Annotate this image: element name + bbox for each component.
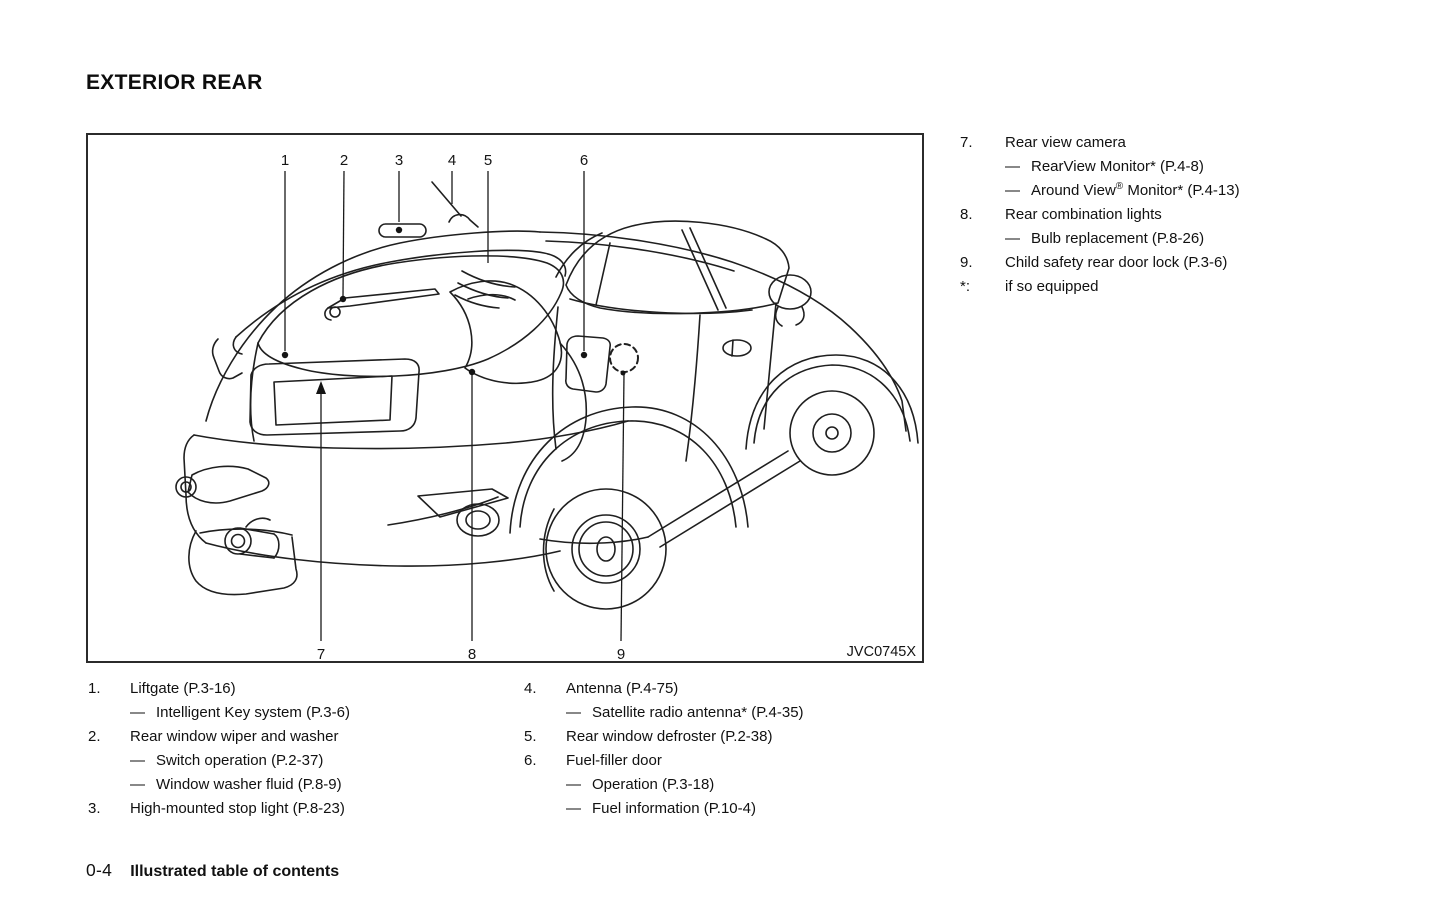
- list-subitem: [88, 749, 508, 773]
- footer-page-number: 0-4: [86, 860, 113, 880]
- item-text: Antenna (P.4-75): [566, 680, 679, 697]
- callout-labels: [281, 152, 625, 661]
- item-text: Rear view camera: [1005, 134, 1126, 151]
- callout-label-1: 1: [280, 152, 290, 169]
- page-title: EXTERIOR REAR: [86, 71, 263, 94]
- item-text: Bulb replacement (P.8-26): [1031, 230, 1205, 247]
- list-item: [960, 131, 1390, 155]
- item-number: 6.: [524, 752, 537, 769]
- item-text: Fuel-filler door: [566, 752, 662, 769]
- rocker-panel: [540, 451, 800, 547]
- item-number: 8.: [960, 206, 973, 223]
- callout-7-arrowhead: [316, 381, 326, 394]
- rear-wiper: [325, 289, 439, 320]
- legend-column-middle: [524, 677, 944, 821]
- roof-antenna: [432, 182, 478, 227]
- item-text: Switch operation (P.2-37): [156, 752, 324, 769]
- item-dash: —: [1005, 230, 1020, 247]
- item-text: Operation (P.3-18): [592, 776, 715, 793]
- rear-wheel: [510, 407, 748, 609]
- figure-frame: [86, 133, 924, 663]
- list-item: [960, 203, 1390, 227]
- item-text: Window washer fluid (P.8-9): [156, 776, 342, 793]
- child-safety-lock-dashed-circle: [610, 344, 638, 372]
- item-dash: —: [130, 704, 145, 721]
- fuel-filler-door: [566, 336, 610, 392]
- callout-label-6: 6: [579, 152, 589, 169]
- item-text: Rear combination lights: [1005, 206, 1162, 223]
- exhaust-pipe: [225, 518, 279, 558]
- list-item: [524, 749, 944, 773]
- item-dash: —: [566, 776, 581, 793]
- list-item: [88, 725, 508, 749]
- callout-label-8: 8: [467, 646, 477, 661]
- parts-list-right: [960, 131, 1390, 299]
- page-footer: [86, 860, 339, 881]
- list-subitem: [960, 155, 1390, 179]
- liftgate-and-license-recess: [250, 343, 419, 441]
- rear-window: [258, 256, 563, 377]
- item-text: Around View® Monitor* (P.4-13): [1031, 181, 1240, 199]
- item-text: Fuel information (P.10-4): [592, 800, 756, 817]
- item-text: Liftgate (P.3-16): [130, 680, 236, 697]
- item-text: Satellite radio antenna* (P.4-35): [592, 704, 804, 721]
- callout-label-3: 3: [394, 152, 404, 169]
- exterior-rear-car-illustration: [88, 135, 922, 661]
- item-dash: —: [1005, 182, 1020, 199]
- callout-label-2: 2: [339, 152, 349, 169]
- list-item: [960, 251, 1390, 275]
- item-number: *:: [960, 278, 971, 295]
- item-dash: —: [130, 752, 145, 769]
- high-mounted-stop-light: [379, 224, 426, 237]
- item-dash: —: [130, 776, 145, 793]
- item-text: Rear window defroster (P.2-38): [566, 728, 773, 745]
- footer-section-title: Illustrated table of contents: [130, 863, 340, 880]
- callout-label-9: 9: [616, 646, 626, 661]
- item-dash: —: [566, 800, 581, 817]
- list-subitem: [88, 773, 508, 797]
- list-item: [524, 725, 944, 749]
- callout-label-4: 4: [447, 152, 457, 169]
- item-dash: —: [566, 704, 581, 721]
- item-text: Rear window wiper and washer: [130, 728, 339, 745]
- callout-label-5: 5: [483, 152, 493, 169]
- list-subitem: [524, 797, 944, 821]
- list-item: [524, 677, 944, 701]
- list-subitem: [524, 701, 944, 725]
- item-text: Child safety rear door lock (P.3-6): [1005, 254, 1228, 271]
- registered-trademark-symbol: ®: [1115, 181, 1124, 192]
- item-number: 3.: [88, 800, 101, 817]
- list-item: [88, 797, 508, 821]
- callout-label-7: 7: [316, 646, 326, 661]
- item-text: High-mounted stop light (P.8-23): [130, 800, 345, 817]
- list-subitem: [88, 701, 508, 725]
- item-text: Intelligent Key system (P.3-6): [156, 704, 350, 721]
- item-number: 4.: [524, 680, 537, 697]
- item-number: 7.: [960, 134, 973, 151]
- rear-combination-light: [450, 281, 561, 383]
- list-item: [88, 677, 508, 701]
- list-subitem: [524, 773, 944, 797]
- item-text: RearView Monitor* (P.4-8): [1031, 158, 1204, 175]
- list-subitem: [960, 227, 1390, 251]
- item-number: 9.: [960, 254, 973, 271]
- front-wheel: [746, 355, 918, 475]
- door-handle: [723, 340, 751, 356]
- legend-column-left: [88, 677, 508, 821]
- item-number: 1.: [88, 680, 101, 697]
- item-number: 5.: [524, 728, 537, 745]
- figure-code-label: JVC0745X: [846, 644, 916, 660]
- item-dash: —: [1005, 158, 1020, 175]
- far-side-rear-wheel: [189, 529, 297, 595]
- item-number: 2.: [88, 728, 101, 745]
- list-item-footnote: [960, 275, 1390, 299]
- list-subitem: [960, 179, 1390, 203]
- door-panels: [553, 303, 776, 461]
- item-text: if so equipped: [1005, 278, 1099, 295]
